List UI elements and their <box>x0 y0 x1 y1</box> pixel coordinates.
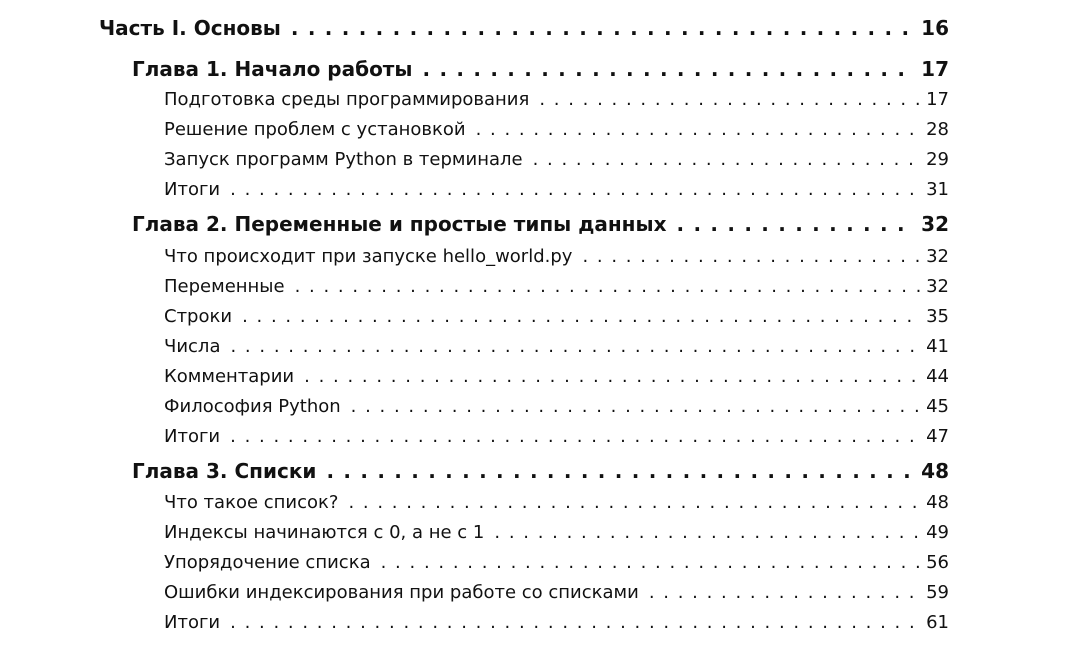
toc-section-entry <box>164 89 949 110</box>
dot-leader <box>242 306 920 327</box>
toc-chapter-entry <box>132 57 949 81</box>
toc-section-entry <box>164 366 949 387</box>
page-number: 17 <box>921 57 949 81</box>
page-number: 61 <box>926 612 949 633</box>
section-title: Ошибки индексирования при работе со списками <box>164 582 639 603</box>
dot-leader <box>326 459 915 483</box>
page-number: 29 <box>926 149 949 170</box>
page-number: 28 <box>926 119 949 140</box>
section-title: Философия Python <box>164 396 341 417</box>
dot-leader <box>348 492 920 513</box>
dot-leader <box>295 276 921 297</box>
page-number: 17 <box>926 89 949 110</box>
toc-section-entry <box>164 522 949 543</box>
toc-chapter-entry <box>132 212 949 236</box>
dot-leader <box>494 522 920 543</box>
toc-section-entry <box>164 612 949 633</box>
section-title: Индексы начинаются с 0, а не с 1 <box>164 522 485 543</box>
section-title: Подготовка среды программирования <box>164 89 530 110</box>
dot-leader <box>582 246 920 267</box>
chapter-title: Глава 1. Начало работы <box>132 57 413 81</box>
toc-chapter-entry <box>132 459 949 483</box>
toc-section-entry <box>164 119 949 140</box>
dot-leader <box>649 582 920 603</box>
dot-leader <box>304 366 920 387</box>
toc-section-entry <box>164 336 949 357</box>
page-number: 48 <box>921 459 949 483</box>
section-title: Числа <box>164 336 221 357</box>
chapter-title: Глава 2. Переменные и простые типы данных <box>132 212 667 236</box>
section-title: Итоги <box>164 612 221 633</box>
page-number: 32 <box>921 212 949 236</box>
section-title: Комментарии <box>164 366 295 387</box>
dot-leader <box>230 426 920 447</box>
dot-leader <box>533 149 921 170</box>
toc-section-entry <box>164 552 949 573</box>
page-number: 59 <box>926 582 949 603</box>
toc-section-entry <box>164 582 949 603</box>
dot-leader <box>230 336 920 357</box>
section-title: Что происходит при запуске hello_world.py <box>164 246 573 267</box>
toc-section-entry <box>164 246 949 267</box>
dot-leader <box>291 16 915 40</box>
page-number: 44 <box>926 366 949 387</box>
toc-part-entry <box>99 16 949 40</box>
toc-section-entry <box>164 492 949 513</box>
page-number: 41 <box>926 336 949 357</box>
toc-section-entry <box>164 306 949 327</box>
dot-leader <box>423 57 916 81</box>
toc-section-entry <box>164 396 949 417</box>
page-number: 45 <box>926 396 949 417</box>
dot-leader <box>476 119 921 140</box>
page-number: 31 <box>926 179 949 200</box>
page-number: 35 <box>926 306 949 327</box>
page-number: 49 <box>926 522 949 543</box>
page-number: 56 <box>926 552 949 573</box>
toc-section-entry <box>164 426 949 447</box>
toc-section-entry <box>164 276 949 297</box>
page-number: 32 <box>926 276 949 297</box>
page-number: 32 <box>926 246 949 267</box>
section-title: Запуск программ Python в терминале <box>164 149 523 170</box>
section-title: Что такое список? <box>164 492 339 513</box>
section-title: Переменные <box>164 276 285 297</box>
section-title: Упорядочение списка <box>164 552 371 573</box>
section-title: Строки <box>164 306 233 327</box>
toc-section-entry <box>164 149 949 170</box>
page-number: 48 <box>926 492 949 513</box>
section-title: Решение проблем с установкой <box>164 119 466 140</box>
toc-section-entry <box>164 179 949 200</box>
part-title: Часть I. Основы <box>99 16 281 40</box>
dot-leader <box>351 396 920 417</box>
section-title: Итоги <box>164 179 221 200</box>
dot-leader <box>539 89 920 110</box>
dot-leader <box>230 612 920 633</box>
page-number: 16 <box>921 16 949 40</box>
page-number: 47 <box>926 426 949 447</box>
dot-leader <box>381 552 920 573</box>
dot-leader <box>230 179 920 200</box>
dot-leader <box>676 212 915 236</box>
chapter-title: Глава 3. Списки <box>132 459 317 483</box>
section-title: Итоги <box>164 426 221 447</box>
